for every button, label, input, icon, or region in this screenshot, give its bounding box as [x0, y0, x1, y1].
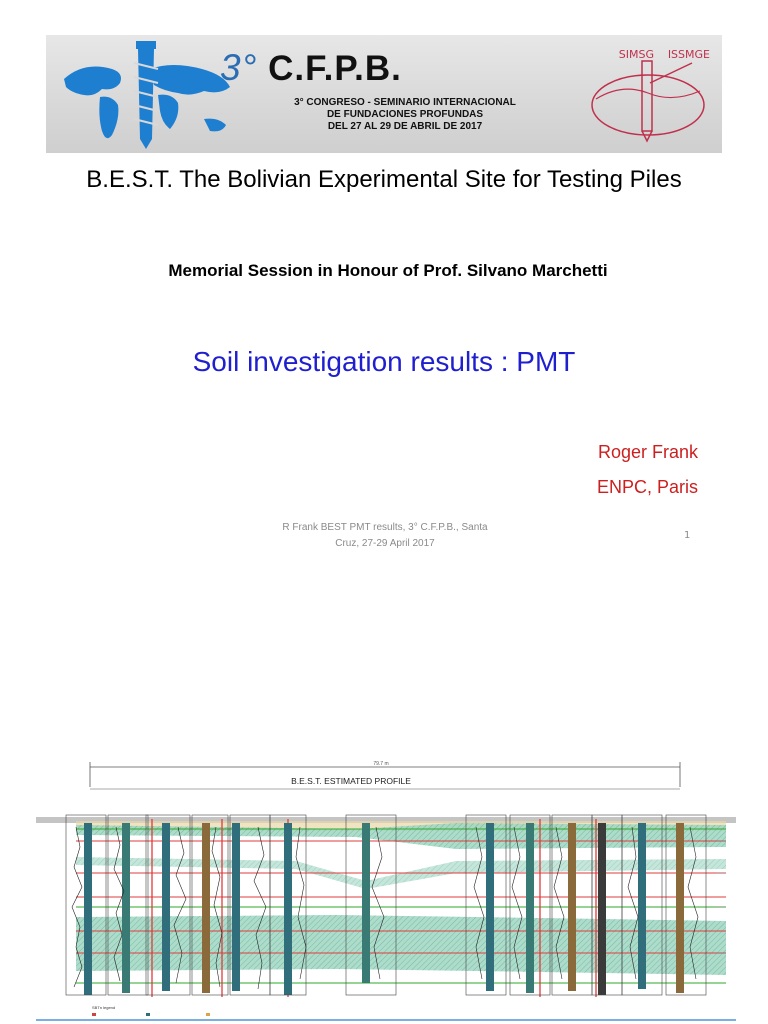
congress-dates: DEL 27 AL 29 DE ABRIL DE 2017: [327, 121, 483, 132]
footer-line-1: R Frank BEST PMT results, 3° C.F.P.B., Santa: [282, 522, 488, 533]
profile-length: 79.7 m: [373, 761, 389, 767]
author-name: Roger Frank: [597, 442, 698, 462]
footer-line-2: Cruz, 27-29 April 2017: [335, 538, 435, 549]
profile-title: B.E.S.T. ESTIMATED PROFILE: [291, 776, 411, 786]
slide-title: B.E.S.T. The Bolivian Experimental Site for Testing Piles: [86, 166, 682, 193]
simsg-label: SIMSG: [618, 48, 654, 61]
congress-banner: [46, 35, 722, 153]
slide-footer: [270, 520, 500, 552]
world-pile-logo: [54, 39, 244, 151]
session-name: Memorial Session in Honour of Prof. Silvano Marchetti: [168, 261, 608, 280]
author-affiliation: ENPC, Paris: [596, 477, 698, 497]
estimated-profile-figure: [36, 757, 736, 1024]
clay-layer-3: [76, 915, 726, 975]
page-number: 1: [684, 530, 691, 541]
congress-subtitle-1: 3° CONGRESO - SEMINARIO INTERNACIONAL: [294, 97, 516, 108]
topic-heading: Soil investigation results : PMT: [192, 346, 576, 377]
issmge-label: ISSMGE: [667, 48, 710, 61]
legend-title: SBTn legend: [92, 1005, 116, 1010]
congress-title: 3° C.F.P.B.: [220, 47, 402, 88]
congress-subtitle-2: DE FUNDACIONES PROFUNDAS: [326, 109, 484, 120]
